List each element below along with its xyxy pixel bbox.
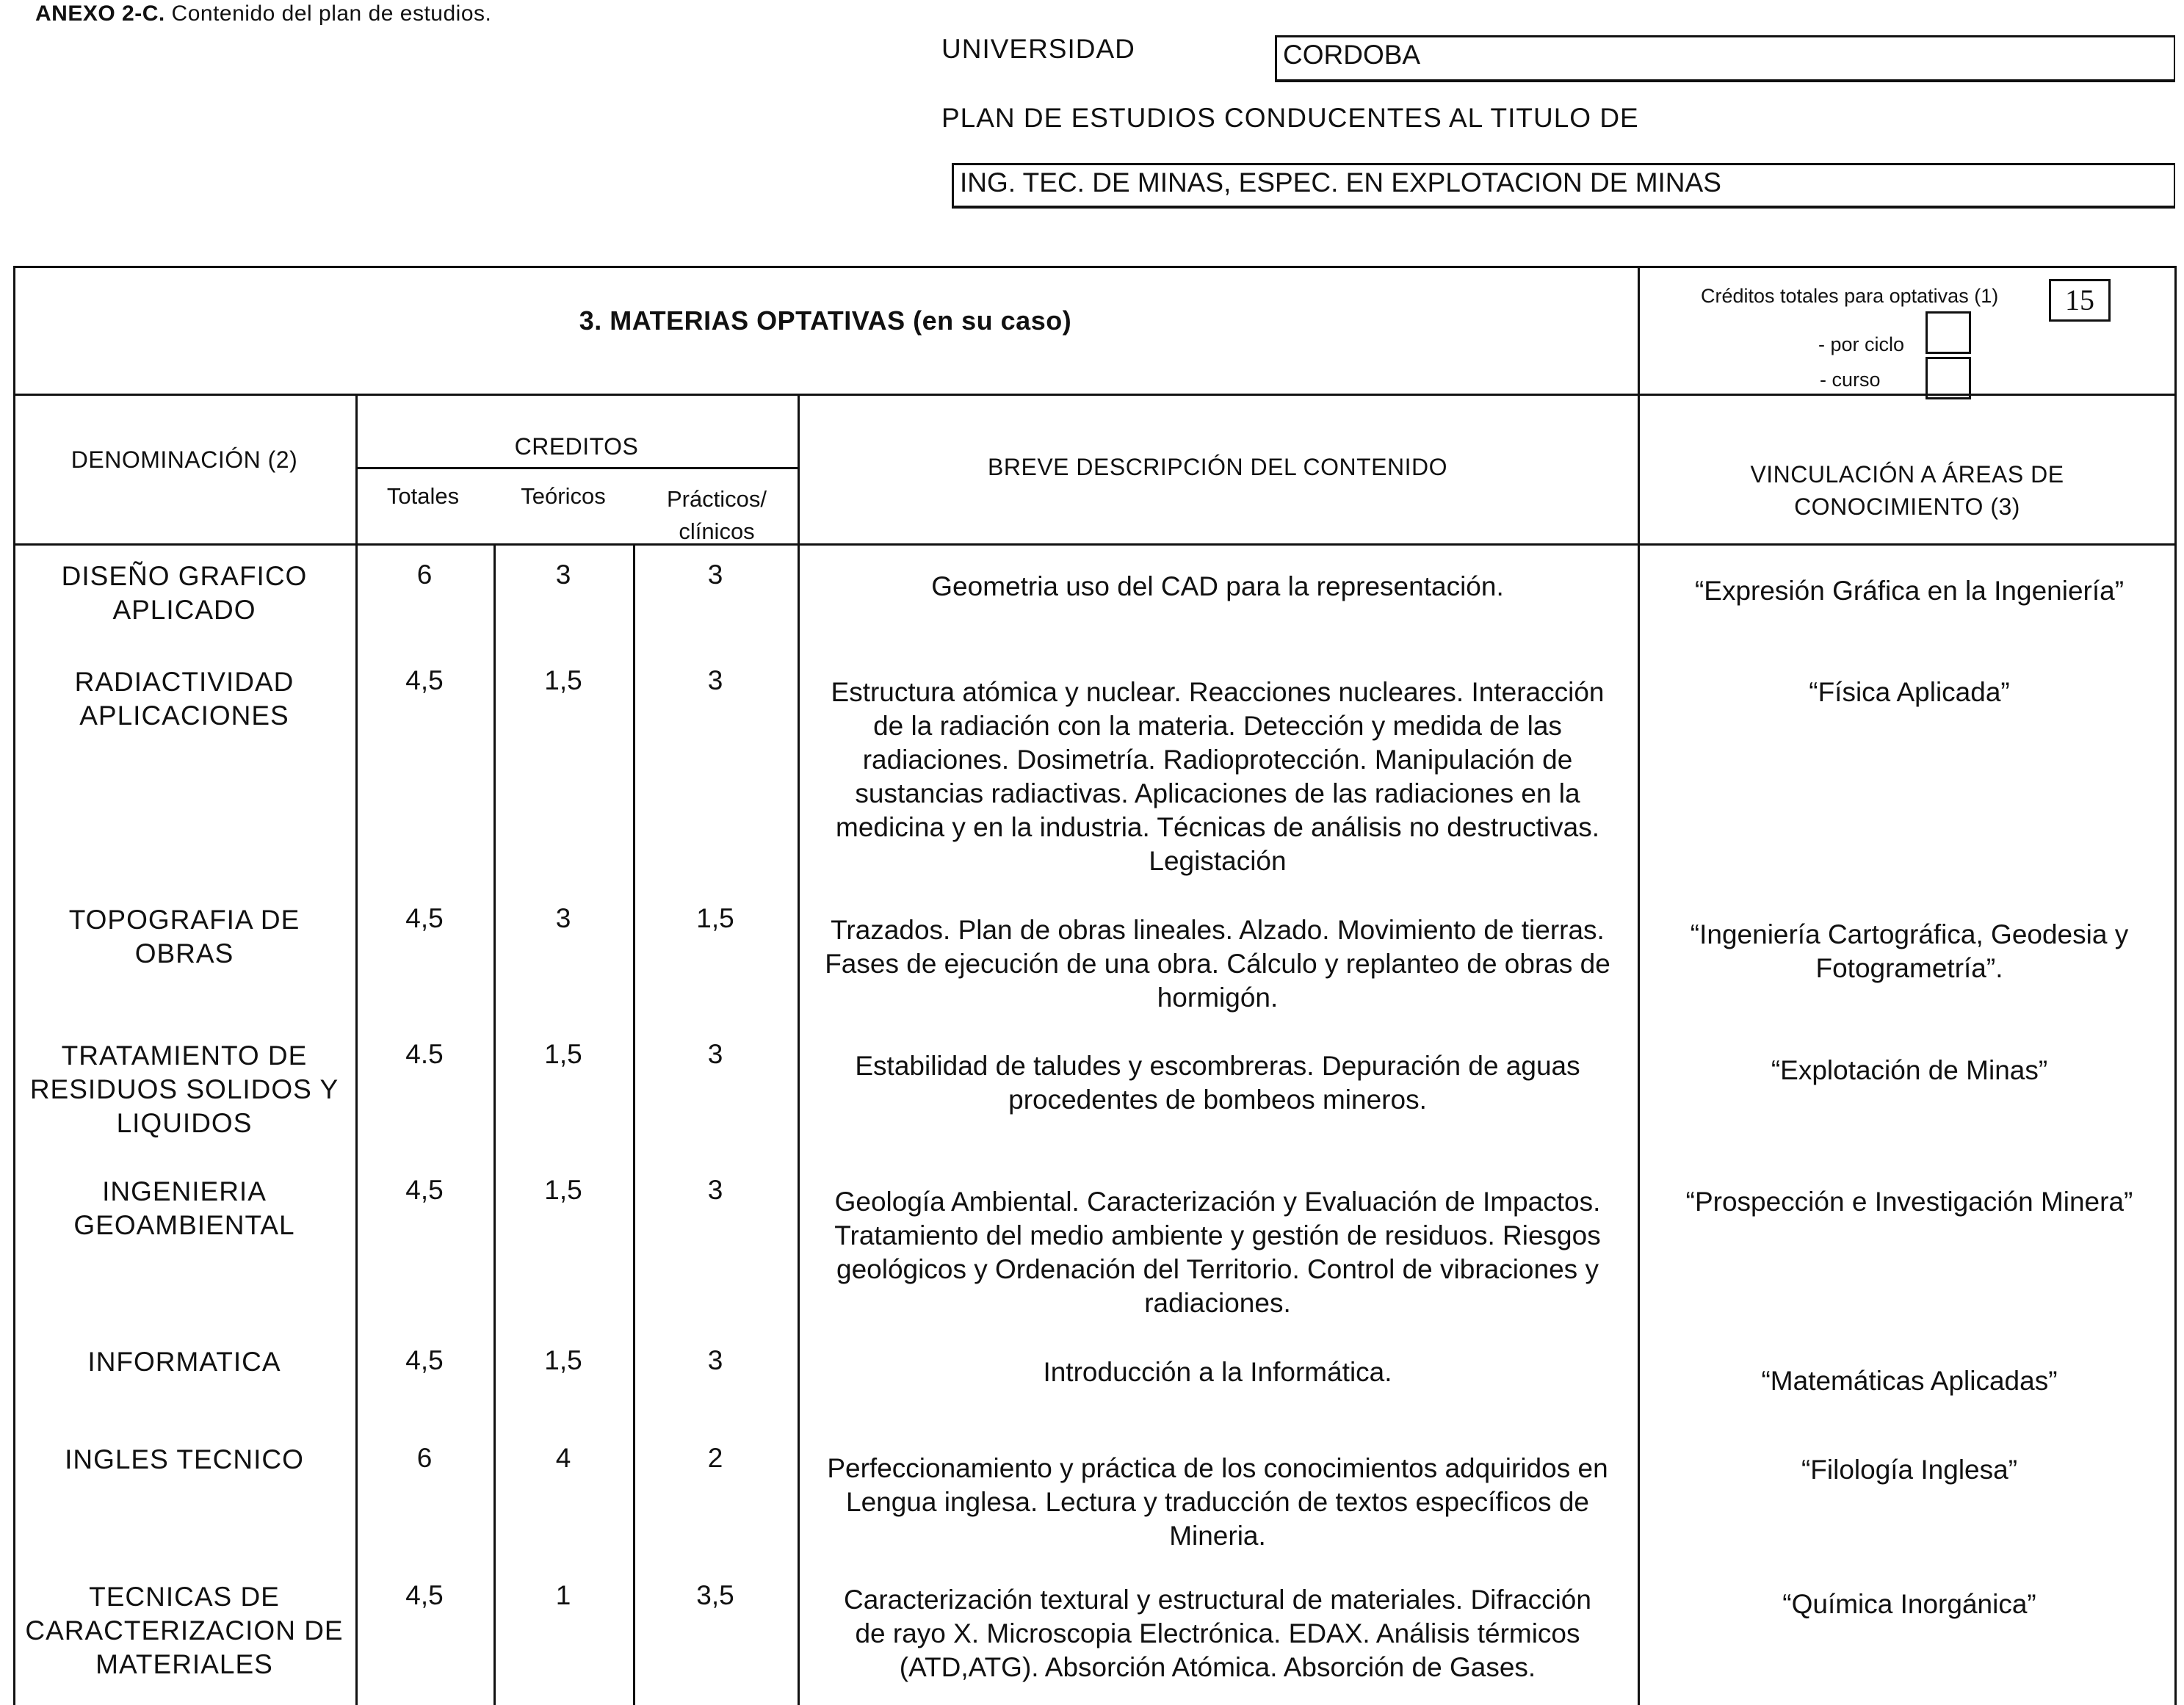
subject-description [802,676,1633,878]
subject-name [13,1443,355,1477]
knowledge-area [1642,1364,2177,1398]
description-line: hormigón. [1157,982,1279,1013]
description-line: radiaciones. Dosimetría. Radioprotección. Manipulación de [862,745,1573,775]
credits-theoretical: 1,5 [544,1175,582,1205]
credits-theoretical: 1 [555,1580,571,1610]
knowledge-area [1642,676,2177,709]
plan-label: PLAN DE ESTUDIOS CONDUCENTES AL TITULO DE [941,103,1639,133]
theory-col-divider [633,543,635,1705]
knowledge-area-line: Fotogrametría”. [1815,953,2003,983]
subject-name [13,1175,355,1242]
credits-practical: 1,5 [696,903,734,933]
description-line: sustancias radiactivas. Aplicaciones de las radiaciones en la [855,778,1580,808]
per-course-label: - curso [1820,369,1881,391]
subject-name-line: INFORMATICA [87,1347,281,1377]
subject-description [802,1452,1633,1553]
credits-theoretical: 3 [555,903,571,933]
header-areas-line2: CONOCIMIENTO (3) [1794,493,2020,520]
credits-totals: 4,5 [405,903,444,933]
annex-prefix: ANEXO 2-C. [35,1,165,26]
subject-name-line: GEOAMBIENTAL [73,1210,295,1240]
subject-name [13,1345,355,1379]
description-line: Perfeccionamiento y práctica de los conocimientos adquiridos en [827,1453,1608,1483]
credits-totals: 4,5 [405,665,444,695]
description-line: Tratamiento del medio ambiente y gestión de residuos. Riesgos [834,1220,1601,1250]
description-line: de rayo X. Microscopia Electrónica. EDAX. Análisis térmicos [855,1618,1580,1648]
per-cycle-box [1926,311,1971,354]
knowledge-area [1642,1185,2177,1219]
subject-description [802,1355,1633,1389]
subject-description [802,1583,1633,1684]
subject-name-line: RESIDUOS SOLIDOS Y [29,1074,339,1104]
knowledge-area [1642,1453,2177,1487]
credits-theoretical: 4 [555,1443,571,1473]
annex-title: Contenido del plan de estudios. [171,1,492,26]
description-line: Caracterización textural y estructural de materiales. Difracción [844,1585,1591,1615]
desc-col-divider [798,394,800,1705]
knowledge-area [1642,1588,2177,1621]
header-totals: Totales [386,483,460,509]
description-line: Estabilidad de taludes y escombreras. Depuración de aguas [855,1051,1580,1081]
knowledge-area [1642,574,2177,608]
description-line: procedentes de bombeos mineros. [1008,1085,1427,1115]
subject-description [802,913,1633,1015]
subject-name-line: TECNICAS DE [89,1582,280,1612]
description-line: radiaciones. [1144,1288,1291,1318]
subject-name-line: APLICADO [112,595,256,625]
subject-name-line: INGENIERIA [102,1176,267,1206]
description-line: Trazados. Plan de obras lineales. Alzado. Movimiento de tierras. [831,915,1605,945]
subject-name [13,1039,355,1140]
credits-total-label: Créditos totales para optativas (1) [1701,285,1999,307]
subject-description [802,570,1633,604]
header-practical [636,483,798,548]
credits-practical: 3 [707,665,723,695]
university-value: CORDOBA [1283,40,1421,70]
description-line: Mineria. [1169,1521,1266,1551]
credits-practical: 3 [707,1175,723,1205]
per-cycle-label: - por ciclo [1818,333,1905,355]
description-line: Geología Ambiental. Caracterización y Evaluación de Impactos. [834,1187,1601,1217]
header-practical-line2: clínicos [679,518,755,544]
subject-description [802,1185,1633,1320]
description-line: (ATD,ATG). Absorción Atómica. Absorción de Gases. [899,1652,1536,1682]
knowledge-area-line: “Ingeniería Cartográfica, Geodesia y [1690,919,2129,949]
credits-theoretical: 1,5 [544,665,582,695]
body-divider [13,543,2177,546]
degree-field [952,163,2175,209]
subject-name-line: LIQUIDOS [116,1108,253,1138]
credits-practical: 3 [707,1345,723,1375]
per-course-box [1926,357,1971,399]
description-line: Fases de ejecución de una obra. Cálculo y replanteo de obras de [825,949,1610,979]
knowledge-area-line: “Química Inorgánica” [1782,1589,2036,1619]
knowledge-area-line: “Prospección e Investigación Minera” [1685,1187,2133,1217]
credits-total-value: 15 [2065,283,2094,316]
credits-totals: 4,5 [405,1345,444,1375]
credits-practical: 2 [707,1443,723,1473]
header-description: BREVE DESCRIPCIÓN DEL CONTENIDO [988,454,1447,480]
credits-totals: 6 [416,1443,433,1473]
annex-heading [35,1,491,26]
subject-name-line: OBRAS [134,938,234,969]
subject-name [13,665,355,733]
subject-name-line: DISEÑO GRAFICO [61,561,308,591]
header-areas-line1: VINCULACIÓN A ÁREAS DE [1750,461,2064,488]
description-line: medicina y en la industria. Técnicas de análisis no destructivas. [836,812,1599,842]
credits-total-box [2049,279,2111,322]
credits-totals: 4.5 [405,1039,444,1069]
subject-name-line: TOPOGRAFIA DE [68,905,300,935]
knowledge-area-line: “Matemáticas Aplicadas” [1761,1366,2058,1396]
description-line: Estructura atómica y nuclear. Reacciones nucleares. Interacción [831,677,1605,707]
credits-totals: 4,5 [405,1580,444,1610]
knowledge-area-line: “Física Aplicada” [1809,677,2010,707]
credits-totals: 6 [416,560,433,590]
header-areas [1638,458,2177,523]
credits-theoretical: 3 [555,560,571,590]
university-label: UNIVERSIDAD [941,34,1135,64]
description-line: Introducción a la Informática. [1043,1357,1392,1387]
credits-theoretical: 1,5 [544,1345,582,1375]
credits-theoretical: 1,5 [544,1039,582,1069]
knowledge-area-line: “Explotación de Minas” [1771,1055,2048,1085]
subject-description [802,1049,1633,1117]
credits-divider [355,467,798,469]
knowledge-area-line: “Filología Inglesa” [1801,1455,2018,1485]
subject-name [13,560,355,627]
header-denomination: DENOMINACIÓN (2) [70,446,298,473]
header-divider [13,394,2177,396]
description-line: Lengua inglesa. Lectura y traducción de textos específicos de [846,1487,1589,1517]
subject-name-line: RADIACTIVIDAD [74,667,294,697]
header-theoretical: Teóricos [521,483,606,509]
totals-col-divider [493,543,496,1705]
subject-name [13,903,355,971]
degree-value: ING. TEC. DE MINAS, ESPEC. EN EXPLOTACION DE MINAS [960,167,1721,198]
description-line: Geometria uso del CAD para la representación. [931,571,1504,601]
credits-practical: 3 [707,1039,723,1069]
credits-practical: 3,5 [696,1580,734,1610]
credits-practical: 3 [707,560,723,590]
subject-name [13,1580,355,1682]
subject-name-line: MATERIALES [95,1649,273,1679]
description-line: Legistación [1149,846,1287,876]
knowledge-area [1642,918,2177,985]
header-credits: CREDITOS [514,433,639,460]
university-field [1275,35,2175,82]
credits-totals: 4,5 [405,1175,444,1205]
header-practical-line1: Prácticos/ [666,486,767,512]
subject-name-line: INGLES TECNICO [65,1444,304,1474]
section-title: 3. MATERIAS OPTATIVAS (en su caso) [579,305,1072,336]
subject-name-line: APLICACIONES [79,701,289,731]
knowledge-area [1642,1054,2177,1087]
subject-name-line: TRATAMIENTO DE [61,1040,308,1071]
description-line: de la radiación con la materia. Detección y medida de las [873,711,1562,741]
subject-name-line: CARACTERIZACION DE [25,1615,344,1646]
description-line: geológicos y Ordenación del Territorio. Control de vibraciones y [836,1254,1599,1284]
knowledge-area-line: “Expresión Gráfica en la Ingeniería” [1694,576,2125,606]
